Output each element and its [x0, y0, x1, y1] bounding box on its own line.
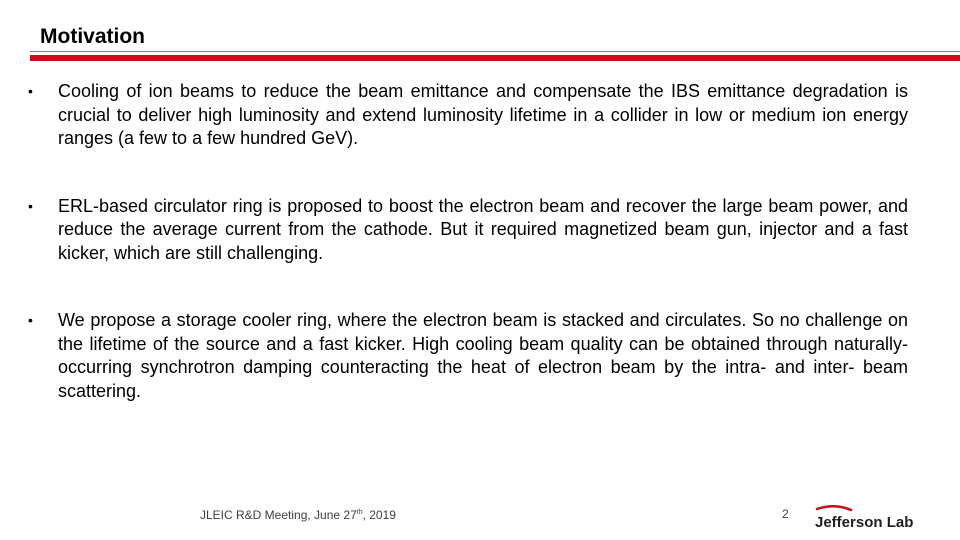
- footer-text-year: , 2019: [362, 508, 396, 522]
- jefferson-lab-logo-graphic: [815, 505, 925, 533]
- logo-text: Jefferson Lab: [815, 514, 914, 531]
- logo-swoosh: [817, 506, 851, 510]
- title-divider-thin: [30, 51, 960, 52]
- bullet-item-3: • We propose a storage cooler ring, where the electron beam is stacked and circulates. So no challenge on the lifetime of the source and a fast kicker. High cooling beam quality can be obtained through naturally-occurring synchrotron damping counteracting the heat of electron beam by the intra- and inter- beam scattering.: [28, 309, 908, 403]
- footer-superscript: th: [356, 509, 363, 516]
- bullet-list: [28, 80, 908, 447]
- footer-text-main: JLEIC R&D Meeting, June 27: [200, 508, 357, 522]
- slide-title: Motivation: [40, 25, 145, 48]
- jefferson-lab-logo: [815, 505, 925, 538]
- page-number: 2: [782, 507, 789, 521]
- bullet-item-1: • Cooling of ion beams to reduce the beam emittance and compensate the IBS emittance degradation is crucial to deliver high luminosity and extend luminosity lifetime in a collider in low or medium ion energy ranges (a few to a few hundred GeV).: [28, 80, 908, 151]
- footer-meeting-info: [200, 508, 396, 522]
- bullet-item-2: • ERL-based circulator ring is proposed to boost the electron beam and recover the large beam power, and reduce the average current from the cathode. But it required magnetized beam gun, injector and a fast kicker, which are still challenging.: [28, 195, 908, 266]
- title-divider-red: [30, 55, 960, 61]
